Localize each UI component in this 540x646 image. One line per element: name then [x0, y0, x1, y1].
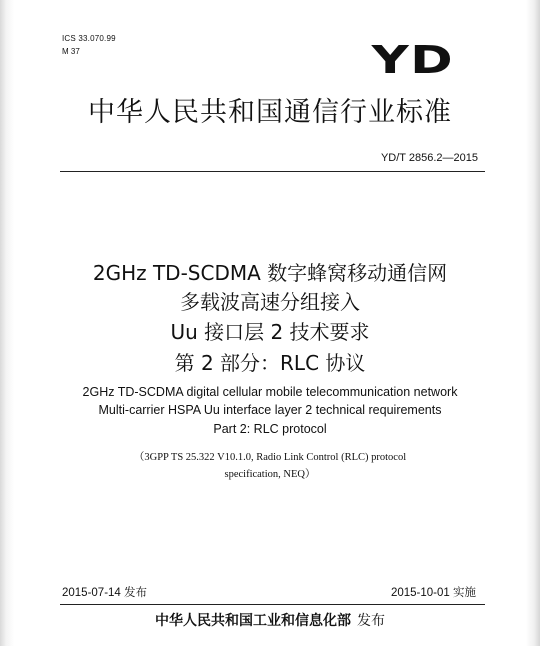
- title-cn-line-3: Uu 接口层 2 技术要求: [170, 320, 370, 344]
- ccs-code: M 37: [62, 47, 80, 56]
- ics-code: ICS 33.070.99: [62, 34, 116, 43]
- title-cn-line-4: 第 2 部分：RLC 协议: [174, 351, 366, 375]
- header-divider: [60, 171, 485, 172]
- org-title: 中华人民共和国通信行业标准: [88, 97, 452, 128]
- publisher-suffix: 发布: [357, 613, 385, 629]
- reference-note-line-1: （3GPP TS 25.322 V10.1.0, Radio Link Control (RLC) protocol: [133, 452, 407, 463]
- standard-number: YD/T 2856.2—2015: [380, 152, 478, 164]
- reference-note-line-2: specification, NEQ）: [224, 469, 316, 480]
- implementation-date: 2015-10-01 实施: [390, 587, 476, 599]
- title-cn-line-1: 2GHz TD-SCDMA 数字蜂窝移动通信网: [92, 261, 448, 285]
- yd-logo: YD: [371, 38, 454, 82]
- publisher: [0, 612, 540, 630]
- title-en-line-2: Multi-carrier HSPA Uu interface layer 2 technical requirements: [98, 403, 442, 417]
- title-cn-line-2: 多载波高速分组接入: [180, 290, 360, 314]
- footer-divider: [60, 604, 485, 605]
- issue-date: 2015-07-14 发布: [62, 587, 148, 599]
- publisher-name: 中华人民共和国工业和信息化部: [155, 613, 351, 629]
- title-en-line-3: Part 2: RLC protocol: [213, 422, 327, 436]
- title-en-line-1: 2GHz TD-SCDMA digital cellular mobile telecommunication network: [82, 385, 458, 399]
